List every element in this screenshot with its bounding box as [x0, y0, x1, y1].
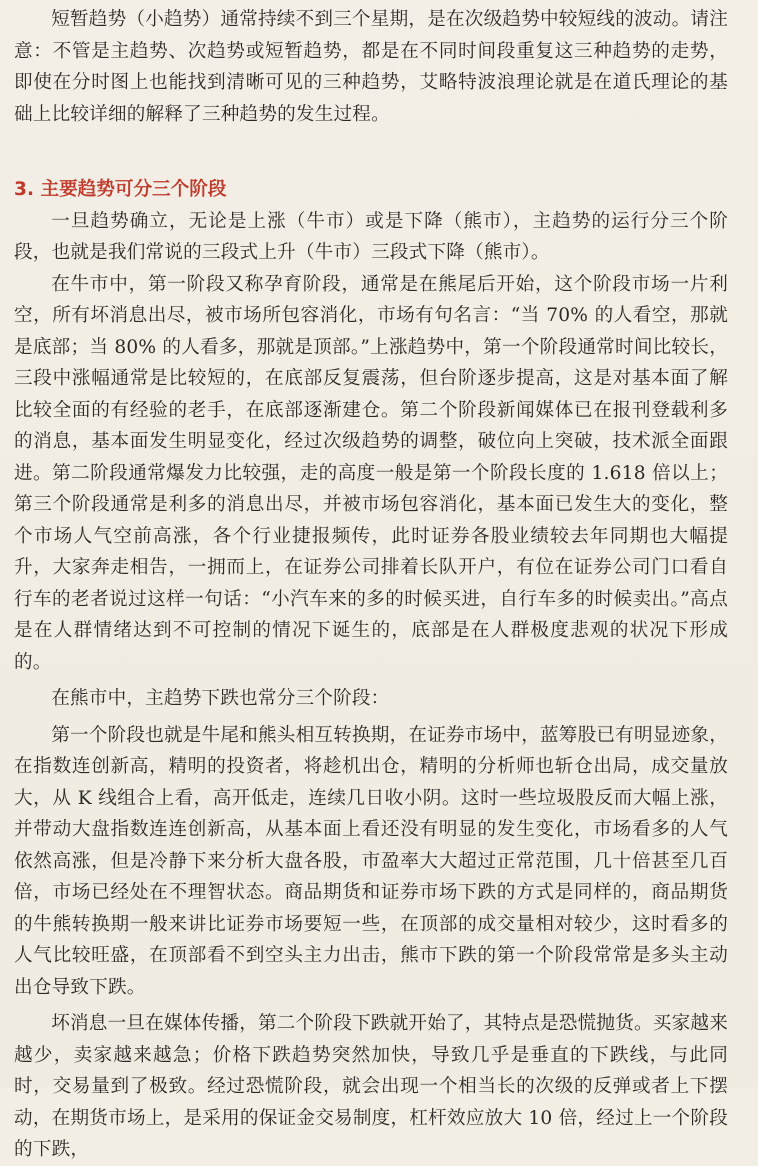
bear-stage-two-paragraph: 坏消息一旦在媒体传播，第二个阶段下跌就开始了，其特点是恐慌抛货。买家越来越少，卖家越来越急；价格下跌趋势突然加快，导致几乎是垂直的下跌线，与此同时，交易量到了极致。经过恐慌阶段，就会出现一个相当长的次级的反弹或者上下摆动，在期货市场上，是采用的保证金交易制度，杠杆效应放大 10 倍，经过上一个阶段的下跌，: [14, 1013, 728, 1160]
bear-market-intro-paragraph: 在熊市中，主趋势下跌也常分三个阶段：: [51, 688, 390, 709]
bull-market-paragraph: 在牛市中，第一阶段又称孕育阶段，通常是在熊尾后开始，这个阶段市场一片利空，所有坏消息出尽，被市场所包容消化，市场有句名言：“当 70% 的人看空，那就是底部；当 80% 的人看多，那就是顶部。”上涨趋势中，第一个阶段通常时间比较长，三段中涨幅通常是比较短的，在底部反复震荡，但台阶逐步提高，这是对基本面了解比较全面的有经验的老手，在底部逐渐建仓。第二个阶段新闻媒体已在报刊登载利多的消息，基本面发生明显变化，经过次级趋势的调整，破位向上突破，技术派全面跟进。第二阶段通常爆发力比较强，走的高度一般是第一个阶段长度的 1.618 倍以上；第三个阶段通常是利多的消息出尽，并被市场包容消化，基本面已发生大的变化，整个市场人气空前高涨，各个行业捷报频传，此时证券各股业绩较去年同期也大幅提升，大家奔走相告，一拥而上，在证券公司排着长队开户，有位在证券公司门口看自行车的老者说过这样一句话：“小汽车来的多的时候买进，自行车多的时候卖出。”高点是在人群情绪达到不可控制的情况下诞生的，底部是在人群极度悲观的状况下形成的。: [14, 273, 728, 673]
intro-paragraph: 短暂趋势（小趋势）通常持续不到三个星期，是在次级趋势中较短线的波动。请注意：不管是主趋势、次趋势或短暂趋势，都是在不同时间段重复这三种趋势的走势，即使在分时图上也能找到清晰可见的三种趋势，艾略特波浪理论就是在道氏理论的基础上比较详细的解释了三种趋势的发生过程。: [14, 9, 728, 125]
section-title: 3. 主要趋势可分三个阶段: [14, 179, 227, 200]
section-intro-paragraph: 一旦趋势确立，无论是上涨（牛市）或是下降（熊市），主趋势的运行分三个阶段，也就是我们常说的三段式上升（牛市）三段式下降（熊市）。: [14, 210, 728, 263]
bear-stage-one-paragraph: 第一个阶段也就是牛尾和熊头相互转换期，在证券市场中，蓝筹股已有明显迹象，在指数连创新高，精明的投资者，将趁机出仓，精明的分析师也斩仓出局，成交量放大，从 K 线组合上看，高开低走，连续几日收小阴。这时一些垃圾股反而大幅上涨，并带动大盘指数连连创新高，从基本面上看还没有明显的发生变化，市场看多的人气依然高涨，但是冷静下来分析大盘各股，市盈率大大超过正常范围，几十倍甚至几百倍，市场已经处在不理智状态。商品期货和证券市场下跌的方式是同样的，商品期货的牛熊转换期一般来讲比证券市场要短一些，在顶部的成交量相对较少，这时看多的人气比较旺盛，在顶部看不到空头主力出击，熊市下跌的第一个阶段常常是多头主动出仓导致下跌。: [14, 724, 728, 998]
